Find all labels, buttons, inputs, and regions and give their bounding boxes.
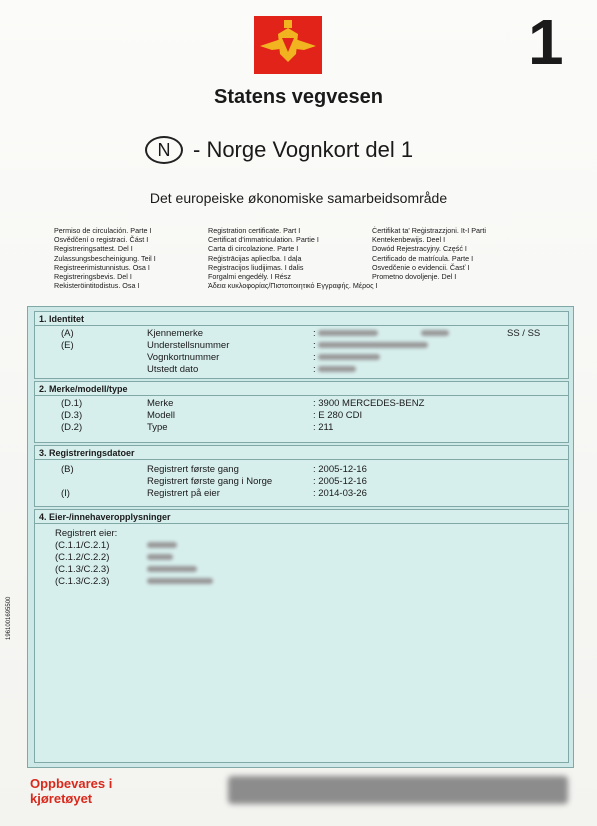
field-label: Type [147, 422, 168, 433]
field-label: Registrert første gang [147, 464, 239, 475]
section-identity [34, 311, 569, 379]
field-extra: SS / SS [507, 328, 541, 339]
field-label: Registrert på eier [147, 488, 220, 499]
section-title: 1. Identitet [39, 314, 85, 324]
agency-name: Statens vegvesen [214, 86, 383, 108]
field-label: Modell [147, 410, 175, 421]
section-owner [34, 509, 569, 763]
translation-line: Registreerimistunnistus. Osa I [54, 262, 150, 272]
country-code-badge: N [145, 136, 183, 164]
field-code: (C.1.2/C.2.2) [55, 552, 110, 563]
translation-line: Certificado de matrícula. Parte I [372, 253, 474, 263]
section-title: 4. Eier-/innehaveropplysninger [39, 512, 171, 522]
field-value-redacted: : [313, 328, 449, 339]
field-code: (D.3) [61, 410, 83, 421]
field-value-redacted: : [313, 364, 356, 375]
translation-line: Osvědčení o registraci. Část I [54, 235, 149, 245]
field-value-redacted: : [313, 340, 428, 351]
field-code: (C.1.1/C.2.1) [55, 540, 110, 551]
field-label: Understellsnummer [147, 340, 230, 351]
translation-line: Registreringsattest. Del I [54, 244, 133, 254]
field-value-redacted [147, 576, 213, 587]
keep-line-1: Oppbevares i [30, 776, 113, 791]
field-value: : 3900 MERCEDES-BENZ [313, 398, 425, 409]
translations-column-2 [208, 226, 378, 290]
field-value: : E 280 CDI [313, 410, 363, 421]
field-code: (I) [61, 488, 70, 499]
statens-vegvesen-crest-icon [254, 16, 322, 74]
translation-line: Osvedčenie o evidencii. Časť I [372, 262, 470, 272]
field-value: : 2005-12-16 [313, 476, 367, 487]
registered-owner-label: Registrert eier: [55, 528, 118, 539]
redacted-code-strip [228, 776, 568, 804]
field-code: (E) [61, 340, 74, 351]
field-value: : 2014-03-26 [313, 488, 367, 499]
section-title: 2. Merke/modell/type [39, 384, 128, 394]
keep-in-vehicle-notice [30, 776, 112, 806]
translation-line: Registreringsbevis. Del I [54, 272, 132, 282]
document-serial-number: 1961001695500 [6, 596, 12, 640]
field-label: Utstedt dato [147, 364, 199, 375]
field-value: : 2005-12-16 [313, 464, 367, 475]
field-code: (C.1.3/C.2.3) [55, 576, 110, 587]
field-code: (D.2) [61, 422, 83, 433]
field-label: Registrert første gang i Norge [147, 476, 273, 487]
field-code: (A) [61, 328, 74, 339]
translation-line: Registracijos liudijimas. I dalis [208, 262, 304, 272]
translations-column-1 [54, 226, 156, 290]
translation-line: Forgalmi engedély. I Rész [208, 272, 291, 282]
translation-line: Rekisteröintitodistus. Osa I [54, 281, 140, 291]
field-code: (B) [61, 464, 74, 475]
eea-heading: Det europeiske økonomiske samarbeidsområde [149, 190, 448, 206]
translation-line: Άδεια κυκλοφορίας/Πιστοποιητικό Εγγραφής. Μέρος I [208, 281, 378, 291]
translation-line: Registration certificate. Part I [208, 226, 301, 235]
document-title-text: - Norge Vognkort del 1 [193, 137, 414, 162]
section-registration-dates [34, 445, 569, 507]
translation-line: Carta di circolazione. Parte I [208, 244, 299, 254]
field-label: Kjennemerke [147, 328, 203, 339]
translation-line: Reģistrācijas apliecība. I daļa [208, 253, 302, 263]
translation-line: Zulassungsbescheinigung. Teil I [54, 253, 156, 263]
section-make-model [34, 381, 569, 443]
field-label: Merke [147, 398, 174, 409]
document-title [145, 136, 413, 164]
translation-line: Certificat d'immatriculation. Partie I [208, 235, 319, 245]
field-value-redacted [147, 540, 177, 551]
field-code: (D.1) [61, 398, 83, 409]
translation-line: Dowód Rejestracyjny. Część I [372, 244, 467, 254]
field-value-redacted: : [313, 352, 380, 363]
translation-line: Prometno dovoljenje. Del I [372, 272, 457, 282]
field-value: : 211 [313, 422, 334, 433]
field-label: Vognkortnummer [147, 352, 220, 363]
translation-line: Ċertifikat ta' Reġistrazzjoni. It-I Parti [372, 226, 487, 235]
field-value-redacted [147, 552, 173, 563]
translations-column-3 [372, 226, 486, 281]
page-number: 1 [528, 6, 564, 78]
field-value-redacted [147, 564, 197, 575]
section-title: 3. Registreringsdatoer [39, 448, 135, 458]
field-code: (C.1.3/C.2.3) [55, 564, 110, 575]
translation-line: Permiso de circulación. Parte I [54, 226, 152, 235]
keep-line-2: kjøretøyet [30, 791, 93, 806]
registration-form [27, 306, 574, 768]
translation-line: Kentekenbewijs. Deel I [372, 235, 446, 245]
